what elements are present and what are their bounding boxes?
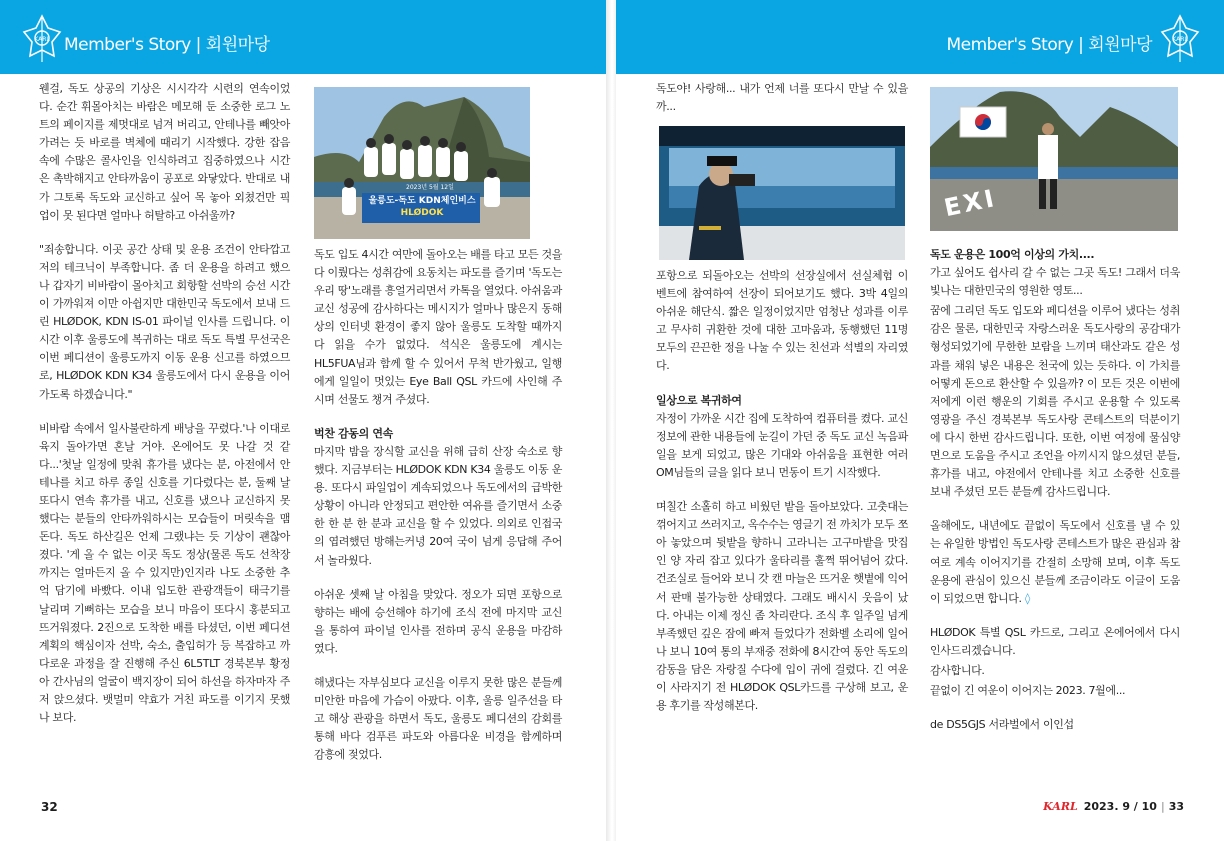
photo-sign: EXI bbox=[941, 183, 1000, 223]
paragraph: 자정이 가까운 시간 집에 도착하여 컴퓨터를 켰다. 교신 정보에 관한 내용들에 눈길이 가던 중 독도 교신 녹음파일을 보게 되었고, 많은 기대와 아쉬움을 표현한 여러 OM님들의 글을 읽다 보니 먼동이 트기 시작했다. bbox=[656, 411, 908, 479]
section-heading: 일상으로 복귀하여 bbox=[656, 393, 742, 407]
photo-banner-call: HLØDOK bbox=[400, 208, 444, 218]
footer-separator: | bbox=[1160, 800, 1165, 813]
photo-banner bbox=[364, 195, 480, 219]
logo-text: KARL bbox=[1172, 36, 1188, 43]
paragraph: "죄송합니다. 이곳 공간 상태 및 운용 조건이 안타깝고 저의 테크닉이 부족합니다. 좀 더 운용을 하려고 했으나 갑자기 비바람이 몰아치고 회항할 선박의 승선 시간이 가까워져 이만 아쉽지만 대한민국 독도에서 보내 드린 HLØDOK, KDN IS-01 파이널 인사를 드립니다. 이 시간 이후 울릉도에 복귀하는 대로 독도 특별 무선국은 이번 페디션이 울릉도까지 이동 운용 신고를 하였으므로, HLØDOK KDN K34 울릉도에서 다시 운용을 이어 가도록 하겠습니다." bbox=[39, 242, 290, 401]
sparkle-icon: ◊ bbox=[1024, 591, 1030, 605]
right-header bbox=[616, 0, 1224, 74]
left-page bbox=[0, 0, 608, 841]
paragraph: 독도 입도 4시간 여만에 돌아오는 배를 타고 모든 것을 다 이뤘다는 성취감에 요동치는 파도를 즐기며 '독도는 우리 땅'노래를 흥얼거리면서 카톡을 열었다. 아쉬움과 교신 성공에 감사하다는 메시지가 얼마나 많은지 동해상의 인터넷 환경이 좋지 않아 울릉도 도착할 때까지 다 읽을 수가 없었다. 석식은 울릉도에 계시는 HL5FUA님과 함께 할 수 있어서 무척 반가웠고, 일행에게 일일이 멋있는 Eye Ball QSL 카드에 사인해 주시며 선물도 챙겨 주셨다. bbox=[314, 248, 562, 406]
left-column-2 bbox=[314, 246, 562, 780]
right-page bbox=[616, 0, 1224, 841]
right-column-1-lead bbox=[656, 80, 908, 132]
paragraph: 아쉬운 셋째 날 아침을 맞았다. 정오가 되면 포항으로 향하는 배에 승선해야 하기에 조식 전에 마지막 교신을 통하여 파이널 인사를 전하며 공식 운용을 마감하였다. bbox=[314, 587, 562, 655]
paragraph: 감사합니다. bbox=[930, 663, 985, 677]
paragraph: 웬걸, 독도 상공의 기상은 시시각각 시련의 연속이었다. 순간 휘몰아치는 바람은 메모해 둔 소중한 로그 노트의 페이지를 제멋대로 넘겨 버리고, 안테나를 빼앗아 가려는 듯 바로를 벽체에 때리기 시작했다. 강한 잡음 속에 수많은 콜사인을 인식하려고 집중하였으나 시간은 촉박해지고 안타까움이 공포로 와닿았다. 반대로 내가 그토록 독도와 교신하고 싶어 목 놓아 외쳤건만 픽업이 못 된다면 얼마나 허탈하고 아쉬울까? bbox=[39, 82, 290, 222]
logo-text: KARL bbox=[34, 36, 50, 43]
karl-logo-icon bbox=[22, 14, 62, 64]
section-title: Member's Story | 회원마당 bbox=[64, 35, 270, 55]
right-column-1 bbox=[656, 267, 908, 731]
section-title: Member's Story | 회원마당 bbox=[946, 35, 1152, 55]
captain-photo-illustration bbox=[659, 126, 905, 260]
section-heading: 벅찬 감동의 연속 bbox=[314, 426, 393, 440]
flag-photo bbox=[930, 87, 1178, 231]
photo-banner-title: 울릉도-독도 KDN체인비스 bbox=[368, 196, 476, 206]
paragraph: 꿈에 그리던 독도 입도와 페디션을 이루어 냈다는 성취감은 물론, 대한민국 자랑스러운 독도사랑의 공감대가 형성되었기에 무한한 보람을 느끼며 태산과도 같은 성과를 채워 넣은 내용은 천국에 있는 듯하다. 이 가치를 어떻게 돈으로 환산할 수 있을까? 이 모든 것은 이번에 저에게 이런 행운의 기회를 주시고 운용할 수 있도록 영광을 주신 경북본부 독도사랑 콘테스트의 덕분이기에 다시 한번 감사드립니다. 또한, 이번 여정에 물심양면으로 도움을 주시고 조언을 아끼시지 않으셨던 분들, 휴가를 내고, 야전에서 안테나를 치고 소중한 신호를 보내 주셨던 모든 분들께 감사드립니다. bbox=[930, 304, 1180, 499]
paragraph: 독도야! 사랑해... 내가 언제 너를 또다시 만날 수 있을까... bbox=[656, 82, 908, 114]
paragraph: 해냈다는 자부심보다 교신을 이루지 못한 많은 분들께 미안한 마음에 가슴이 아팠다. 이후, 울릉 일주선을 타고 해상 관광을 하면서 독도, 울릉도 페디션의 감회를 통해 바다 검푸른 파도와 아름다운 비경을 함께하며 감흥에 젖었다. bbox=[314, 675, 562, 762]
paragraph: 며칠간 소홀히 하고 비웠던 밭을 돌아보았다. 고춧대는 꺾어지고 쓰러지고, 옥수수는 영글기 전 까치가 모두 쪼아 놓았으며 뒷밭을 향하니 고라니는 고구마밭을 맛집인 양 자리 잡고 있다가 울타리를 훌쩍 뛰어넘어 갔다. 건조실로 들어와 보니 갓 캔 마늘은 뜨거운 햇볕에 익어서 판매 불가능한 상태였다. 그래도 배시시 웃음이 났다. 아내는 이제 정신 좀 차리란다. 조식 후 일주일 넘게 부족했던 깊은 잠에 빠져 들었다가 전화벨 소리에 일어나 보니 10여 통의 부재중 전화에 8시간여 동안 독도의 감동을 담은 자랑질 수다에 입이 귀에 걸렸다. 긴 여운이 사라지기 전 HLØDOK QSL카드를 구상해 보고, 운용 후기를 작성해본다. bbox=[656, 500, 908, 713]
captain-photo bbox=[659, 126, 905, 260]
paragraph-text: 올해에도, 내년에도 끝없이 독도에서 신호를 낼 수 있는 유일한 방법인 독도사랑 콘테스트가 많은 관심과 참여로 계속 이어지기를 간절히 소망해 보며, 이후 독도운용에 관심이 있으신 분들께 조금이라도 이글이 도움이 되었으면 합니다. bbox=[930, 519, 1180, 605]
karl-logo-icon bbox=[1160, 14, 1200, 64]
paragraph: 가고 싶어도 쉽사리 갈 수 없는 그곳 독도! 그래서 더욱 빛나는 대한민국의 영원한 영토... bbox=[930, 266, 1180, 298]
page-number-left: 32 bbox=[41, 800, 58, 814]
left-header bbox=[0, 0, 608, 74]
page-number-right: 33 bbox=[1168, 800, 1184, 813]
right-footer bbox=[1043, 800, 1184, 813]
paragraph bbox=[930, 517, 1180, 607]
section-heading: 독도 운용은 100억 이상의 가치.... bbox=[930, 248, 1095, 261]
signature-line: de DS5GJS 서라벌에서 이인섭 bbox=[930, 718, 1074, 732]
photo-banner-date: 2023년 5월 12일 bbox=[406, 184, 454, 191]
paragraph: 비바람 속에서 일사불란하게 배낭을 꾸렸다.'나 이대로 육지 돌아가면 혼날 거야. 온에어도 못 나갈 것 같다...'첫날 일정에 맞춰 휴가를 냈다는 분, 아전에서 안테나를 치고 하루 종일 신호를 기다렸다는 분, 둘째 날 또다시 연속 휴가를 내고, 신호를 냈으나 교신하지 못했다는 분들의 안타까워하시는 모습들이 머릿속을 맴돈다. 독도 하산길은 언제 그랬냐는 듯 기상이 괜찮아졌다. '게 올 수 없는 이곳 독도 정상(물론 독도 선착장까지는 얼마든지 올 수 있지만)인지라 나도 소중한 추억 담기에 바빴다. 이내 입도한 관광객들이 태극기를 날리며 기뻐하는 모습을 보니 마음이 또다시 홍분되고 뜨거워졌다. 2진으로 도착한 배를 타셨던, 이번 페디션 계획의 핵심이자 선박, 숙소, 출입허가 등 복잡하고 까다로운 과정을 잘 진행해 주신 6L5TLT 경북본부 황정아 간사님의 얼굴이 백지장이 되어 하선을 하자마자 주저 앉으셨다. 뱃멀미 약효가 거친 파도를 이기지 못했나 보다. bbox=[39, 421, 290, 725]
paragraph: 포항으로 되돌아오는 선박의 선장실에서 선실체험 이벤트에 참여하여 선장이 되어보기도 했다. 3박 4일의 아쉬운 해단식. 짧은 일정이었지만 엄청난 성과를 이루고 무사히 귀환한 것에 대한 고마움과, 동행했던 11명 모두의 끈끈한 정을 나눌 수 있는 친선과 석별의 자리였다. bbox=[656, 269, 908, 373]
paragraph: 끝없이 긴 여운이 이어지는 2023. 7월에... bbox=[930, 684, 1126, 698]
left-column-1 bbox=[39, 80, 290, 743]
paragraph: 마지막 밤을 장식할 교신을 위해 급히 산장 숙소로 향했다. 지금부터는 HLØDOK KDN K34 울릉도 이동 운용. 또다시 파일업이 계속되었으나 독도에서의 급박한 상황이 아니라 안정되고 편안한 여유를 즐기면서 소중한 한 분 한 분과 교신을 할 수 있었다. 의외로 인접국의 엽려했던 방해는커녕 20여 국이 넘게 응답해 주어서 놀라웠다. bbox=[314, 444, 562, 567]
footer-date: 2023. 9 / 10 bbox=[1083, 800, 1157, 813]
group-photo bbox=[314, 87, 530, 239]
right-column-2 bbox=[930, 246, 1180, 750]
paragraph: HLØDOK 특별 QSL 카드로, 그리고 온에어에서 다시 인사드리겠습니다. bbox=[930, 625, 1180, 657]
footer-brand: KARL bbox=[1043, 800, 1078, 813]
